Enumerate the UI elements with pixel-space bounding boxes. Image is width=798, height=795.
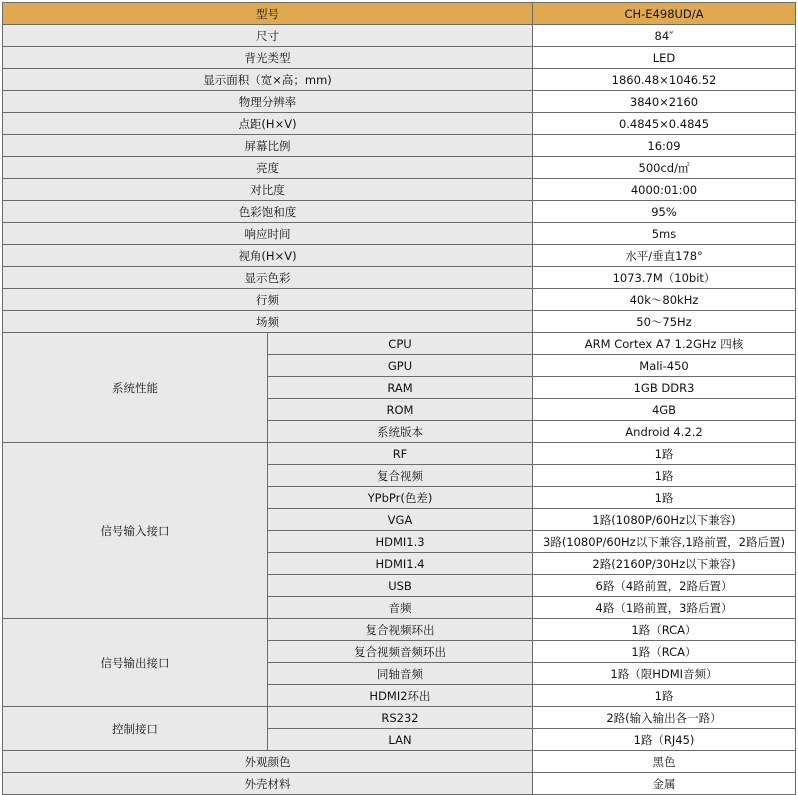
spec-value: 1路 [533, 465, 796, 487]
spec-value: 1路（RCA） [533, 641, 796, 663]
spec-value: 1路 [533, 487, 796, 509]
spec-row [3, 113, 796, 135]
spec-group-row [3, 333, 796, 355]
spec-value: LED [533, 47, 796, 69]
spec-value: 0.4845×0.4845 [533, 113, 796, 135]
spec-table [2, 2, 796, 795]
spec-value: 4000:01:00 [533, 179, 796, 201]
spec-label: 色彩饱和度 [3, 201, 533, 223]
spec-sub-label: 复合视频 [268, 465, 533, 487]
spec-value: Android 4.2.2 [533, 421, 796, 443]
spec-sub-label: 同轴音频 [268, 663, 533, 685]
header-label: 型号 [3, 3, 533, 25]
spec-value: 3路(1080P/60Hz以下兼容,1路前置，2路后置) [533, 531, 796, 553]
spec-sub-label: LAN [268, 729, 533, 751]
spec-sub-label: ROM [268, 399, 533, 421]
spec-value: 3840×2160 [533, 91, 796, 113]
spec-row [3, 289, 796, 311]
spec-sub-label: VGA [268, 509, 533, 531]
spec-value: 1860.48×1046.52 [533, 69, 796, 91]
spec-value: 16:09 [533, 135, 796, 157]
spec-row [3, 47, 796, 69]
spec-label: 行频 [3, 289, 533, 311]
spec-sub-label: 系统版本 [268, 421, 533, 443]
spec-label: 屏幕比例 [3, 135, 533, 157]
spec-row [3, 751, 796, 773]
spec-group-label: 控制接口 [3, 707, 268, 751]
spec-sub-label: 音频 [268, 597, 533, 619]
spec-label: 亮度 [3, 157, 533, 179]
spec-value: 水平/垂直178° [533, 245, 796, 267]
spec-label: 显示面积（宽×高；mm) [3, 69, 533, 91]
spec-sub-label: HDMI1.3 [268, 531, 533, 553]
spec-sub-label: RF [268, 443, 533, 465]
spec-row [3, 223, 796, 245]
spec-sub-label: GPU [268, 355, 533, 377]
spec-value: 1路 [533, 443, 796, 465]
spec-label: 场频 [3, 311, 533, 333]
spec-value: 500cd/㎡ [533, 157, 796, 179]
spec-row [3, 25, 796, 47]
spec-row [3, 267, 796, 289]
spec-row [3, 773, 796, 795]
spec-label: 响应时间 [3, 223, 533, 245]
spec-sub-label: HDMI2环出 [268, 685, 533, 707]
spec-label: 对比度 [3, 179, 533, 201]
spec-value: 1073.7M（10bit） [533, 267, 796, 289]
spec-label: 外壳材料 [3, 773, 533, 795]
spec-value: 40k～80kHz [533, 289, 796, 311]
spec-label: 尺寸 [3, 25, 533, 47]
spec-value: 5ms [533, 223, 796, 245]
spec-sub-label: YPbPr(色差) [268, 487, 533, 509]
spec-sub-label: 复合视频环出 [268, 619, 533, 641]
spec-value: 1路（RJ45) [533, 729, 796, 751]
spec-value: Mali-450 [533, 355, 796, 377]
spec-label: 点距(H×V) [3, 113, 533, 135]
spec-value: 1路(1080P/60Hz以下兼容) [533, 509, 796, 531]
spec-value: 2路(输入输出各一路） [533, 707, 796, 729]
spec-label: 视角(H×V) [3, 245, 533, 267]
spec-value: 84″ [533, 25, 796, 47]
spec-group-row [3, 443, 796, 465]
spec-label: 背光类型 [3, 47, 533, 69]
spec-row [3, 91, 796, 113]
spec-value: 4GB [533, 399, 796, 421]
spec-group-row [3, 619, 796, 641]
spec-row [3, 135, 796, 157]
spec-value: 6路（4路前置，2路后置） [533, 575, 796, 597]
spec-body [3, 25, 796, 795]
spec-sub-label: HDMI1.4 [268, 553, 533, 575]
spec-label: 物理分辨率 [3, 91, 533, 113]
spec-value: 2路(2160P/30Hz以下兼容) [533, 553, 796, 575]
spec-row [3, 157, 796, 179]
spec-group-label: 信号输入接口 [3, 443, 268, 619]
spec-value: 1路 [533, 685, 796, 707]
spec-value: 50～75Hz [533, 311, 796, 333]
spec-value: 黑色 [533, 751, 796, 773]
spec-value: 金属 [533, 773, 796, 795]
spec-row [3, 69, 796, 91]
spec-row [3, 311, 796, 333]
spec-sub-label: CPU [268, 333, 533, 355]
spec-value: ARM Cortex A7 1.2GHz 四核 [533, 333, 796, 355]
spec-value: 1GB DDR3 [533, 377, 796, 399]
header-value: CH-E498UD/A [533, 3, 796, 25]
spec-group-label: 信号输出接口 [3, 619, 268, 707]
spec-label: 外观颜色 [3, 751, 533, 773]
spec-value: 4路（1路前置，3路后置） [533, 597, 796, 619]
spec-sub-label: RS232 [268, 707, 533, 729]
spec-value: 1路（限HDMI音频） [533, 663, 796, 685]
spec-row [3, 179, 796, 201]
spec-value: 95% [533, 201, 796, 223]
spec-sub-label: RAM [268, 377, 533, 399]
spec-sub-label: USB [268, 575, 533, 597]
spec-value: 1路（RCA） [533, 619, 796, 641]
spec-group-row [3, 707, 796, 729]
spec-label: 显示色彩 [3, 267, 533, 289]
spec-row [3, 201, 796, 223]
header-row [3, 3, 796, 25]
spec-group-label: 系统性能 [3, 333, 268, 443]
spec-sub-label: 复合视频音频环出 [268, 641, 533, 663]
spec-row [3, 245, 796, 267]
